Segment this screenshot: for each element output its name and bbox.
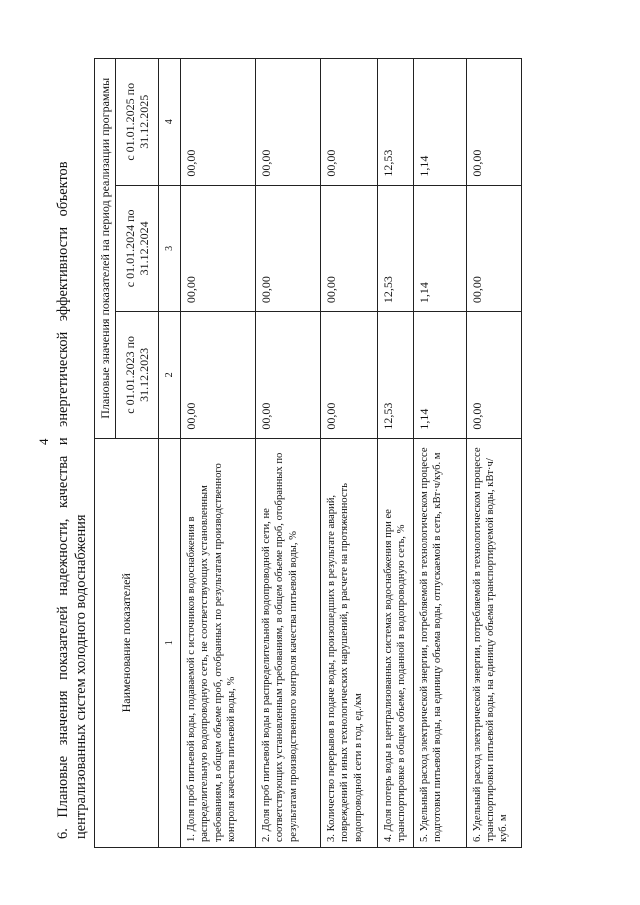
indicator-value: 1,14 (413, 312, 466, 439)
column-number: 3 (159, 185, 181, 312)
indicator-name: 4. Доля потерь воды в централизованных системах водоснабжения при ее транспортировке в общем объеме, поданной в водопроводную сеть, % (378, 438, 413, 847)
indicator-value: 1,14 (413, 59, 466, 186)
indicator-value: 00,00 (256, 59, 321, 186)
column-number-row (159, 59, 181, 848)
indicator-value: 00,00 (466, 59, 521, 186)
indicator-value: 00,00 (466, 312, 521, 439)
indicator-name: 6. Удельный расход электрической энергии, потребляемой в технологическом процессе транспортировки питьевой воды, на единицу объема транспортируемой воды, кВт·ч/куб. м (466, 438, 521, 847)
table-row (413, 59, 466, 848)
indicator-value: 00,00 (256, 312, 321, 439)
table-row (181, 59, 256, 848)
indicator-value: 00,00 (321, 59, 378, 186)
header-period-2024: с 01.01.2024 по 31.12.2024 (116, 185, 159, 312)
indicator-name: 3. Количество перерывов в подаче воды, произошедших в результате аварий, повреждений и иных технологических нарушений, в расчете на протяженность водопроводной сети в год, ед./км (321, 438, 378, 847)
section-heading-line-2: централизованных систем холодного водоснабжения (73, 514, 89, 839)
header-period-2023: с 01.01.2023 по 31.12.2023 (116, 312, 159, 439)
header-name-column: Наименование показателей (95, 438, 159, 847)
indicator-value: 00,00 (181, 185, 256, 312)
header-planned-values: Плановые значения показателей на период реализации программы (95, 59, 116, 439)
page-number: 4 (36, 438, 51, 445)
indicator-value: 12,53 (378, 312, 413, 439)
table-row (256, 59, 321, 848)
header-period-2025: с 01.01.2025 по 31.12.2025 (116, 59, 159, 186)
column-number: 4 (159, 59, 181, 186)
section-heading (54, 161, 90, 839)
table-header-row (95, 59, 116, 848)
indicator-value: 00,00 (181, 312, 256, 439)
indicator-value: 00,00 (466, 185, 521, 312)
indicator-value: 00,00 (256, 185, 321, 312)
indicator-value: 00,00 (321, 312, 378, 439)
indicator-name: 5. Удельный расход электрической энергии, потребляемой в технологическом процессе подготовки питьевой воды, на единицу объема воды, отпускаемой в сеть, кВт·ч/куб. м (413, 438, 466, 847)
column-number: 1 (159, 438, 181, 847)
table-row (321, 59, 378, 848)
section-heading-line-1: 6. Плановые значения показателей надежности, качества и энергетической эффективности объектов (55, 161, 71, 839)
indicators-table (94, 58, 522, 848)
table-row (466, 59, 521, 848)
column-number: 2 (159, 312, 181, 439)
indicator-value: 00,00 (321, 185, 378, 312)
indicator-name: 2. Доля проб питьевой воды в распределительной водопроводной сети, не соответствующих установленным требованиям, в общем объеме проб, отобранных по результатам производственного контроля качества питьевой воды, % (256, 438, 321, 847)
indicator-value: 12,53 (378, 59, 413, 186)
indicator-value: 1,14 (413, 185, 466, 312)
table-row (378, 59, 413, 848)
indicator-value: 12,53 (378, 185, 413, 312)
indicator-name: 1. Доля проб питьевой воды, подаваемой с источников водоснабжения в распределительную водопроводную сеть, не соответствующих установленным требованиям, в общем объеме проб, отобранных по результатам производственного контроля качества питьевой воды, % (181, 438, 256, 847)
indicator-value: 00,00 (181, 59, 256, 186)
